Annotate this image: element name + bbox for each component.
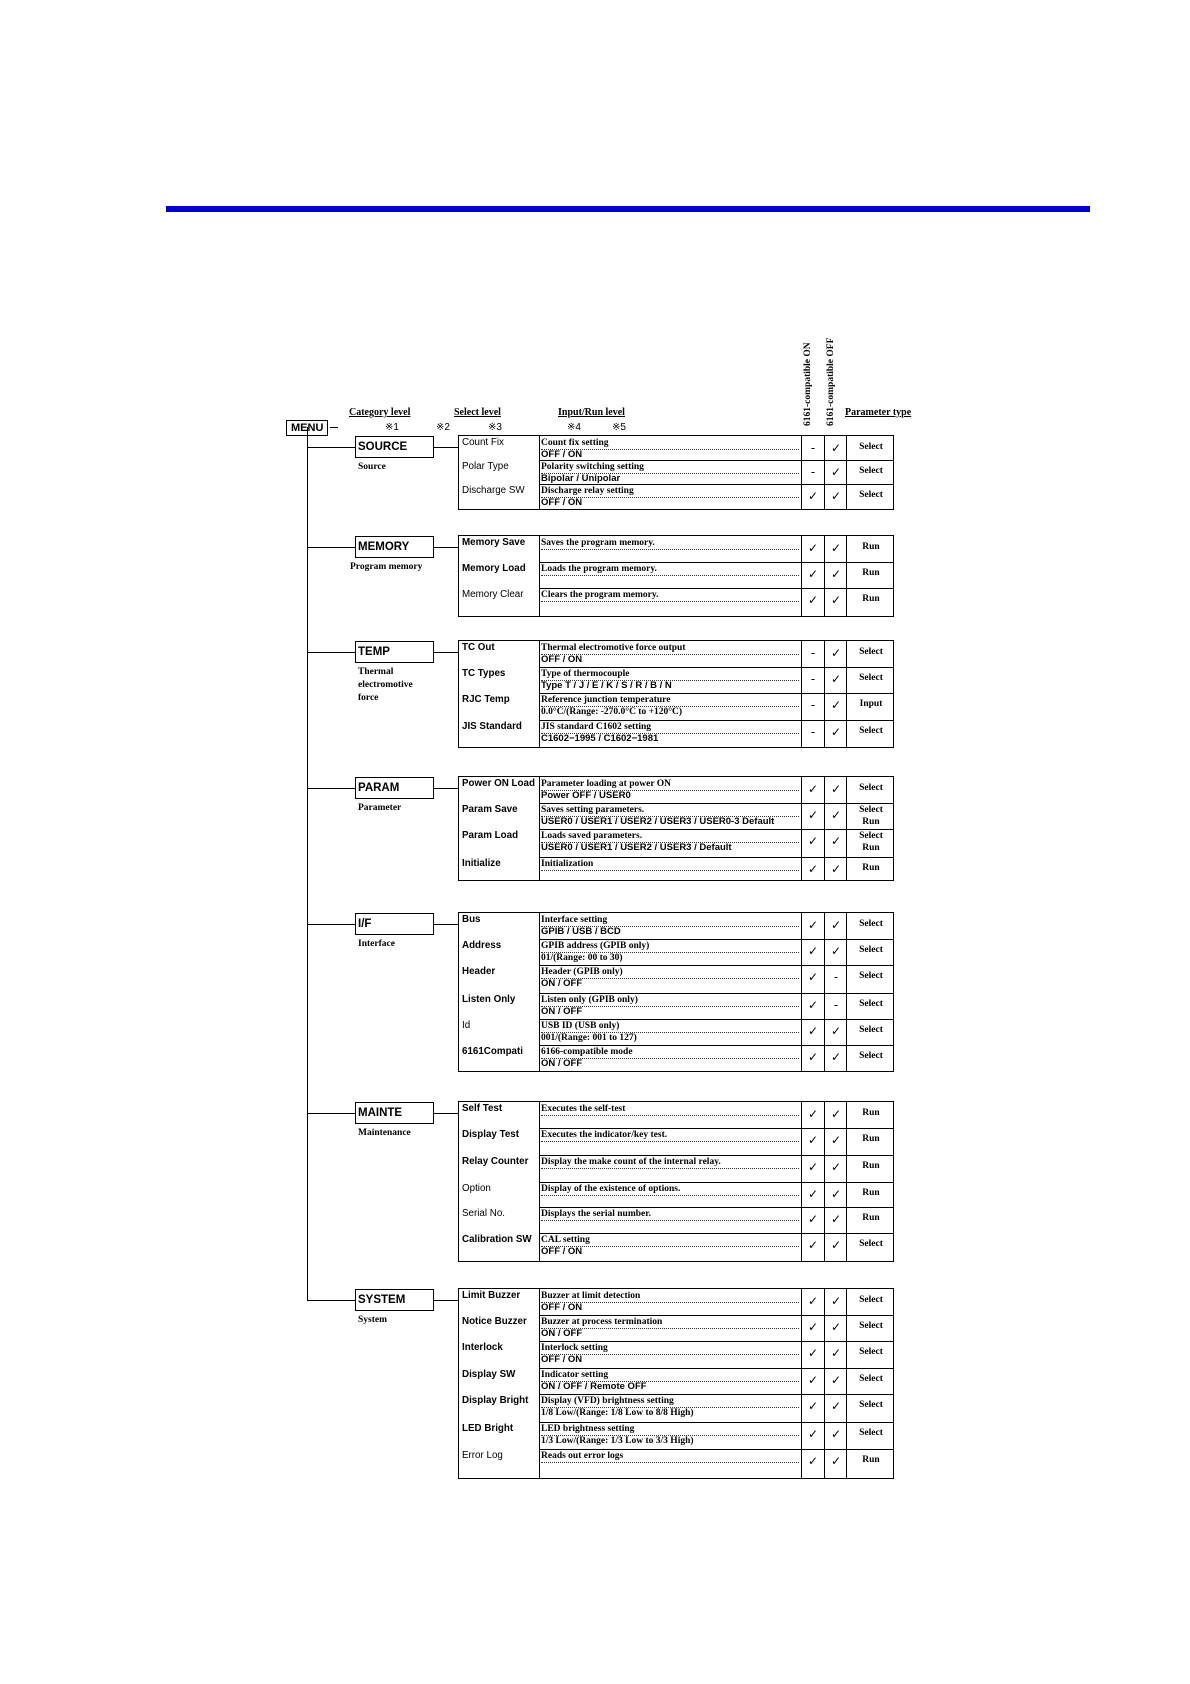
parameter-type: Run (862, 1134, 880, 1144)
compat-off-mark: ✓ (830, 646, 842, 660)
category-box: MAINTE (355, 1102, 434, 1124)
item-options: ON / OFF (541, 978, 583, 989)
item-options: OFF / ON (541, 1354, 583, 1365)
item-description: LED brightness setting (541, 1423, 799, 1436)
compat-off-mark: ✓ (830, 1399, 842, 1413)
item-description: Buzzer at process termination (541, 1316, 799, 1329)
select-level-item: Power ON Load (462, 778, 535, 789)
item-description: Polarity switching setting (541, 461, 799, 474)
compat-off-mark: ✓ (830, 725, 842, 739)
select-level-item: Bus (462, 914, 481, 925)
item-description: Header (GPIB only) (541, 966, 799, 979)
category-connector (434, 652, 458, 653)
select-level-item: Limit Buzzer (462, 1290, 521, 1301)
parameter-type: Select (859, 490, 883, 500)
compat-on-mark: ✓ (807, 1212, 819, 1226)
column-separator (539, 536, 540, 616)
parameter-type: Select (859, 831, 883, 841)
item-description: Loads the program memory. (541, 563, 799, 576)
category-connector (434, 547, 458, 548)
parameter-type: Run (862, 542, 880, 552)
parameter-type: Run (862, 1455, 880, 1465)
compat-off-mark: ✓ (830, 1024, 842, 1038)
select-level-item: Display SW (462, 1369, 516, 1380)
parameter-type: Select (859, 1051, 883, 1061)
select-level-item: Relay Counter (462, 1156, 529, 1167)
tree-trunk (307, 427, 308, 1301)
category-subtitle: Interface (358, 939, 395, 949)
select-level-item: Display Bright (462, 1395, 529, 1406)
parameter-type: Run (862, 1108, 880, 1118)
note-4: ※4 (567, 422, 581, 433)
parameter-type: Input (859, 699, 883, 709)
column-separator (539, 641, 540, 747)
column-separator (824, 913, 825, 1071)
header-bar (166, 206, 1090, 212)
item-description: Executes the self-test (541, 1103, 799, 1116)
select-level-item: Initialize (462, 858, 501, 869)
parameter-type: Select (859, 442, 883, 452)
parameter-type-header: Parameter type (845, 407, 912, 418)
compat-on-mark: ✓ (807, 1133, 819, 1147)
item-options: Bipolar / Unipolar (541, 473, 621, 484)
select-level-item: Memory Clear (462, 589, 524, 600)
item-description: Executes the indicator/key test. (541, 1129, 799, 1142)
parameter-type: Run (862, 1161, 880, 1171)
parameter-type: Run (862, 817, 880, 827)
category-connector (434, 1113, 458, 1114)
parameter-type: Select (859, 1428, 883, 1438)
compat-on-mark: ✓ (807, 1187, 819, 1201)
note-1: ※1 (385, 422, 399, 433)
compat-on-mark: ✓ (807, 1160, 819, 1174)
item-description: CAL setting (541, 1234, 799, 1247)
category-subtitle: System (358, 1315, 388, 1325)
parameter-type: Select (859, 647, 883, 657)
compat-off-mark: ✓ (830, 1187, 842, 1201)
parameter-type: Run (862, 1188, 880, 1198)
category-box: TEMP (355, 641, 434, 663)
tree-branch (307, 447, 355, 448)
compat-off-mark: ✓ (830, 1212, 842, 1226)
item-description: Listen only (GPIB only) (541, 994, 799, 1007)
parameter-type: Select (859, 673, 883, 683)
compat-off-mark: ✓ (830, 1427, 842, 1441)
compat-off-header: 6161-compatible OFF (826, 337, 836, 426)
select-level-item: Serial No. (462, 1208, 506, 1219)
menu-connector (330, 427, 338, 428)
compat-on-mark: - (810, 465, 816, 479)
item-description: Buzzer at limit detection (541, 1290, 799, 1303)
item-options: C1602−1995 / C1602−1981 (541, 733, 659, 744)
item-options: OFF / ON (541, 1302, 583, 1313)
item-description: Initialization (541, 858, 799, 871)
parameter-type: Select (859, 1400, 883, 1410)
category-connector (434, 447, 458, 448)
item-options: Power OFF / USER0 (541, 790, 631, 801)
item-options: OFF / ON (541, 449, 583, 460)
item-description: Interface setting (541, 914, 799, 927)
tree-branch (307, 788, 355, 789)
compat-off-mark: ✓ (830, 1133, 842, 1147)
item-description: Discharge relay setting (541, 485, 799, 498)
category-subtitle: Thermal (358, 667, 394, 677)
item-options: ON / OFF (541, 1328, 583, 1339)
compat-on-mark: - (810, 725, 816, 739)
compat-off-mark: ✓ (830, 698, 842, 712)
compat-on-header: 6161-compatible ON (803, 342, 813, 426)
tree-branch (307, 652, 355, 653)
compat-on-mark: ✓ (807, 1238, 819, 1252)
item-description: Reads out error logs (541, 1450, 799, 1463)
item-options: 1/3 Low/(Range: 1/3 Low to 3/3 High) (541, 1436, 694, 1446)
select-level-item: JIS Standard (462, 721, 522, 732)
note-2: ※2 (436, 422, 450, 433)
compat-off-mark: ✓ (830, 782, 842, 796)
item-description: Count fix setting (541, 437, 799, 450)
compat-on-mark: ✓ (807, 918, 819, 932)
parameter-type: Select (859, 1374, 883, 1384)
select-level-header: Select level (454, 407, 501, 418)
compat-on-mark: ✓ (807, 1346, 819, 1360)
tree-branch (307, 1113, 355, 1114)
select-level-item: Header (462, 966, 496, 977)
item-description: Interlock setting (541, 1342, 799, 1355)
select-level-item: 6161Compati (462, 1046, 523, 1057)
select-level-item: Discharge SW (462, 485, 525, 496)
category-subtitle: Source (358, 462, 386, 472)
category-subtitle: force (358, 693, 379, 703)
item-description: Clears the program memory. (541, 589, 799, 602)
select-level-item: Option (462, 1183, 491, 1194)
compat-on-mark: ✓ (807, 1050, 819, 1064)
parameter-type: Select (859, 1347, 883, 1357)
compat-on-mark: ✓ (807, 489, 819, 503)
compat-off-mark: ✓ (830, 567, 842, 581)
item-description: Saves the program memory. (541, 537, 799, 550)
parameter-type: Select (859, 919, 883, 929)
item-options: 001/(Range: 001 to 127) (541, 1033, 637, 1043)
category-box: I/F (355, 913, 434, 935)
select-level-item: Display Test (462, 1129, 519, 1140)
category-connector (434, 924, 458, 925)
category-box: SOURCE (355, 436, 434, 458)
parameter-type: Select (859, 971, 883, 981)
parameter-table (458, 912, 894, 1072)
compat-off-mark: ✓ (830, 918, 842, 932)
parameter-type: Select (859, 1295, 883, 1305)
select-level-item: Param Load (462, 830, 519, 841)
item-options: OFF / ON (541, 654, 583, 665)
parameter-table (458, 640, 894, 748)
compat-on-mark: - (810, 672, 816, 686)
compat-on-mark: ✓ (807, 834, 819, 848)
compat-on-mark: ✓ (807, 808, 819, 822)
compat-off-mark: ✓ (830, 593, 842, 607)
parameter-type: Run (862, 863, 880, 873)
tree-branch (307, 1300, 355, 1301)
select-level-item: Calibration SW (462, 1234, 532, 1245)
menu-box: MENU (286, 420, 328, 436)
parameter-type: Select (859, 945, 883, 955)
item-options: USER0 / USER1 / USER2 / USER3 / Default (541, 842, 732, 853)
input-run-level-header: Input/Run level (558, 407, 625, 418)
parameter-type: Run (862, 843, 880, 853)
compat-on-mark: ✓ (807, 782, 819, 796)
category-subtitle: Parameter (358, 803, 402, 813)
compat-on-mark: - (810, 646, 816, 660)
compat-off-mark: ✓ (830, 834, 842, 848)
note-5: ※5 (612, 422, 626, 433)
select-level-item: Notice Buzzer (462, 1316, 527, 1327)
item-description: Displays the serial number. (541, 1208, 799, 1221)
category-connector (434, 1300, 458, 1301)
item-description: Saves setting parameters. (541, 804, 799, 817)
compat-on-mark: ✓ (807, 567, 819, 581)
item-description: Type of thermocouple (541, 668, 799, 681)
parameter-type: Run (862, 568, 880, 578)
compat-off-mark: ✓ (830, 1320, 842, 1334)
compat-off-mark: ✓ (830, 1454, 842, 1468)
category-box: SYSTEM (355, 1289, 434, 1311)
item-description: Loads saved parameters. (541, 830, 799, 843)
compat-off-mark: ✓ (830, 1050, 842, 1064)
item-description: Thermal electromotive force output (541, 642, 799, 655)
select-level-item: Listen Only (462, 994, 516, 1005)
item-description: Display (VFD) brightness setting (541, 1395, 799, 1408)
compat-on-mark: ✓ (807, 1373, 819, 1387)
compat-on-mark: ✓ (807, 1024, 819, 1038)
parameter-table (458, 535, 894, 617)
item-options: ON / OFF (541, 1058, 583, 1069)
parameter-table (458, 1101, 894, 1262)
category-box: MEMORY (355, 536, 434, 558)
item-description: Parameter loading at power ON (541, 778, 799, 791)
select-level-item: Param Save (462, 804, 518, 815)
compat-on-mark: ✓ (807, 862, 819, 876)
select-level-item: Address (462, 940, 502, 951)
select-level-item: Id (462, 1020, 471, 1031)
select-level-item: Polar Type (462, 461, 509, 472)
select-level-item: Self Test (462, 1103, 503, 1114)
item-description: Indicator setting (541, 1369, 799, 1382)
compat-on-mark: ✓ (807, 593, 819, 607)
compat-on-mark: - (810, 441, 816, 455)
parameter-type: Select (859, 726, 883, 736)
parameter-table (458, 1288, 894, 1479)
parameter-table (458, 435, 894, 510)
compat-on-mark: ✓ (807, 541, 819, 555)
compat-off-mark: ✓ (830, 1238, 842, 1252)
column-separator (539, 913, 540, 1071)
compat-off-mark: ✓ (830, 541, 842, 555)
parameter-table (458, 776, 894, 881)
compat-off-mark: ✓ (830, 465, 842, 479)
category-box: PARAM (355, 777, 434, 799)
compat-off-mark: ✓ (830, 441, 842, 455)
item-options: USER0 / USER1 / USER2 / USER3 / USER0-3 Default (541, 816, 775, 827)
item-description: JIS standard C1602 setting (541, 721, 799, 734)
select-level-item: Error Log (462, 1450, 503, 1461)
compat-off-mark: ✓ (830, 1294, 842, 1308)
parameter-type: Run (862, 594, 880, 604)
category-connector (434, 788, 458, 789)
compat-on-mark: ✓ (807, 1107, 819, 1121)
item-options: 0.0°C/(Range: -270.0°C to +120°C) (541, 707, 683, 717)
select-level-item: Memory Save (462, 537, 526, 548)
select-level-item: Memory Load (462, 563, 526, 574)
item-options: 01/(Range: 00 to 30) (541, 953, 623, 963)
category-subtitle: electromotive (358, 680, 413, 690)
parameter-type: Run (862, 1213, 880, 1223)
compat-off-mark: ✓ (830, 1107, 842, 1121)
parameter-type: Select (859, 999, 883, 1009)
select-level-item: TC Types (462, 668, 506, 679)
select-level-item: TC Out (462, 642, 495, 653)
item-description: Reference junction temperature (541, 694, 799, 707)
item-description: 6166-compatible mode (541, 1046, 799, 1059)
parameter-type: Select (859, 805, 883, 815)
parameter-type: Select (859, 783, 883, 793)
item-options: OFF / ON (541, 1246, 583, 1257)
parameter-type: Select (859, 466, 883, 476)
note-3: ※3 (488, 422, 502, 433)
compat-off-mark: ✓ (830, 1373, 842, 1387)
compat-off-mark: ✓ (830, 808, 842, 822)
select-level-item: Count Fix (462, 437, 504, 448)
item-description: Display of the existence of options. (541, 1183, 799, 1196)
compat-off-mark: ✓ (830, 672, 842, 686)
compat-off-mark: ✓ (830, 489, 842, 503)
select-level-item: RJC Temp (462, 694, 510, 705)
compat-off-mark: ✓ (830, 1160, 842, 1174)
compat-on-mark: ✓ (807, 1454, 819, 1468)
column-separator (801, 913, 802, 1071)
item-description: Display the make count of the internal relay. (541, 1156, 799, 1169)
select-level-item: LED Bright (462, 1423, 514, 1434)
compat-on-mark: - (810, 698, 816, 712)
parameter-type: Select (859, 1321, 883, 1331)
select-level-item: Interlock (462, 1342, 503, 1353)
compat-on-mark: ✓ (807, 998, 819, 1012)
item-options: ON / OFF (541, 1006, 583, 1017)
tree-branch (307, 924, 355, 925)
column-separator (539, 436, 540, 509)
item-options: ON / OFF / Remote OFF (541, 1381, 647, 1392)
item-options: Type T / J / E / K / S / R / B / N (541, 680, 672, 691)
compat-off-mark: - (833, 970, 839, 984)
item-options: OFF / ON (541, 497, 583, 508)
item-description: GPIB address (GPIB only) (541, 940, 799, 953)
compat-on-mark: ✓ (807, 1320, 819, 1334)
compat-off-mark: ✓ (830, 862, 842, 876)
compat-on-mark: ✓ (807, 1427, 819, 1441)
item-description: USB ID (USB only) (541, 1020, 799, 1033)
tree-branch (307, 547, 355, 548)
compat-on-mark: ✓ (807, 970, 819, 984)
compat-on-mark: ✓ (807, 1294, 819, 1308)
category-subtitle: Program memory (350, 562, 423, 572)
column-separator (846, 913, 847, 1071)
compat-on-mark: ✓ (807, 1399, 819, 1413)
item-options: GPIB / USB / BCD (541, 926, 621, 937)
compat-off-mark: - (833, 998, 839, 1012)
parameter-type: Select (859, 1239, 883, 1249)
parameter-type: Select (859, 1025, 883, 1035)
compat-off-mark: ✓ (830, 944, 842, 958)
compat-on-mark: ✓ (807, 944, 819, 958)
item-options: 1/8 Low/(Range: 1/8 Low to 8/8 High) (541, 1408, 694, 1418)
category-subtitle: Maintenance (358, 1128, 411, 1138)
category-level-header: Category level (349, 407, 411, 418)
compat-off-mark: ✓ (830, 1346, 842, 1360)
